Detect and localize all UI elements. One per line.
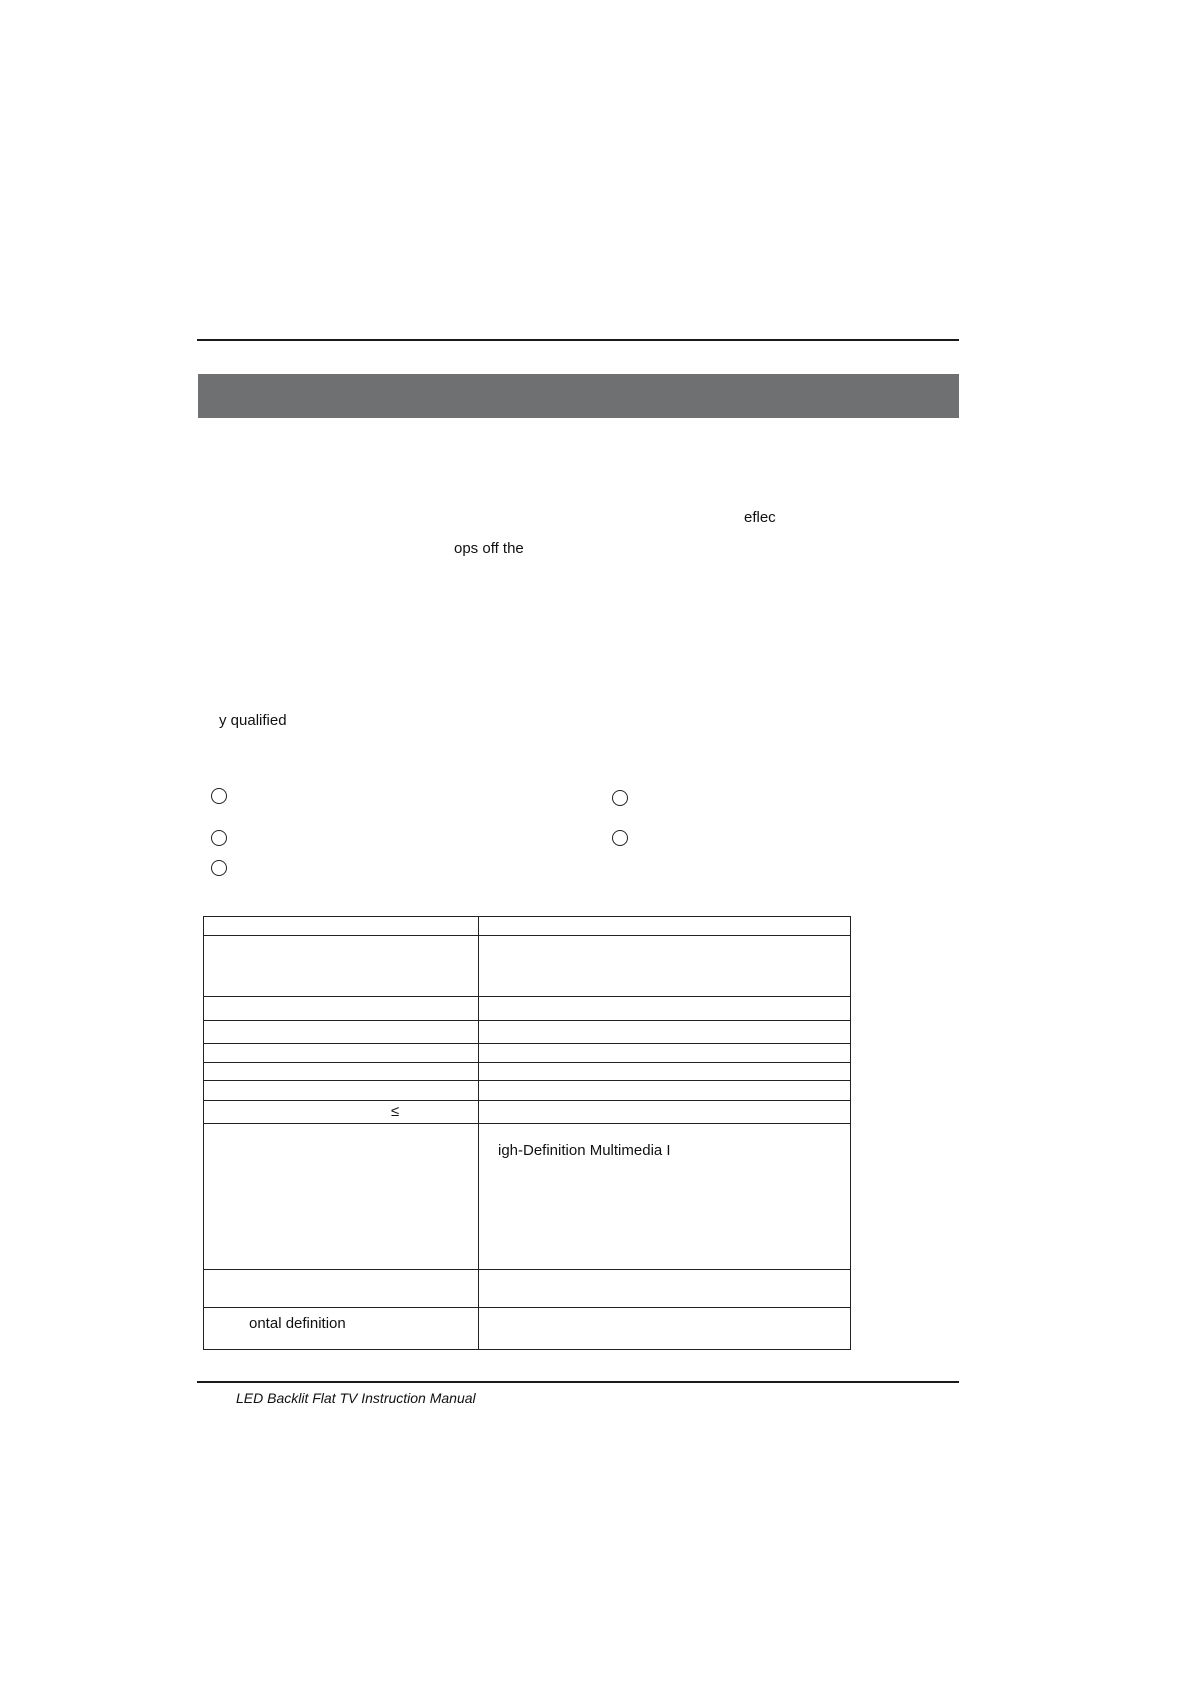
bullet-circle-right-2 <box>612 830 628 846</box>
bullet-circle-left-1 <box>211 788 227 804</box>
table-cell-hdmi-fragment: igh-Definition Multimedia I <box>498 1142 671 1159</box>
table-row-divider <box>204 1020 850 1021</box>
spec-table <box>203 916 851 1350</box>
table-row-divider <box>204 1123 850 1124</box>
top-rule <box>197 339 959 341</box>
text-fragment-qualified: y qualified <box>219 712 287 729</box>
section-header-bar <box>198 374 959 418</box>
table-cell-le-symbol: ≤ <box>391 1103 400 1120</box>
bullet-circle-left-2 <box>211 830 227 846</box>
table-row-divider <box>204 1080 850 1081</box>
text-fragment-eflec: eflec <box>744 509 776 526</box>
text-fragment-ops-off-the: ops off the <box>454 540 524 557</box>
bullet-circle-left-3 <box>211 860 227 876</box>
bullet-circle-right-1 <box>612 790 628 806</box>
table-row-divider <box>204 1043 850 1044</box>
footer-manual-title: LED Backlit Flat TV Instruction Manual <box>236 1390 476 1406</box>
table-column-divider <box>478 917 479 1349</box>
table-row-divider <box>204 996 850 997</box>
bottom-rule <box>197 1381 959 1383</box>
table-cell-horizontal-fragment: ontal definition <box>249 1315 346 1332</box>
table-row-divider <box>204 1062 850 1063</box>
table-row-divider <box>204 1307 850 1308</box>
table-row-divider <box>204 1100 850 1101</box>
table-row-divider <box>204 935 850 936</box>
table-row-divider <box>204 1269 850 1270</box>
